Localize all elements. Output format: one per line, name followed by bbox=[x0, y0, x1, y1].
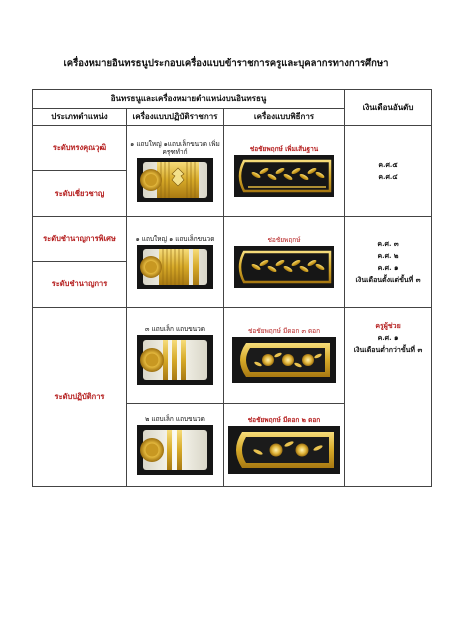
salary-2-b: ค.ศ. ๒ bbox=[377, 250, 399, 260]
shoulder-board-regular-two-stripes-image bbox=[137, 425, 213, 475]
header-rank: ประเภทตำแหน่ง bbox=[33, 108, 127, 126]
regular-label-4: ๒ แถบเล็ก แถบขนวด bbox=[145, 415, 205, 424]
shoulder-board-ceremonial-two-flowers-image bbox=[228, 426, 340, 474]
ceremonial-label-1: ช่อชัยพฤกษ์ เพิ่มเส้นฐาน bbox=[249, 144, 319, 153]
insignia-table bbox=[32, 89, 432, 487]
salary-2-a: ค.ศ. ๓ bbox=[377, 238, 399, 248]
salary-cell-1 bbox=[345, 126, 432, 217]
ceremonial-insignia-cell-2 bbox=[224, 216, 345, 307]
ceremonial-insignia-cell-1 bbox=[224, 126, 345, 217]
salary-2-d: เงินเดือนตั้งแต่ขั้นที่ ๓ bbox=[355, 274, 421, 284]
regular-label-1: ๑ แถบใหญ่ ๑แถบเล็กขนวด เพิ่มครุฑทำก์ bbox=[130, 139, 220, 156]
shoulder-board-ceremonial-image bbox=[234, 246, 334, 288]
salary-3-c: เงินเดือนต่ำกว่าขั้นที่ ๓ bbox=[353, 344, 423, 354]
header-regular: เครื่องแบบปฏิบัติราชการ bbox=[127, 108, 224, 126]
salary-1-a: ค.ศ.๕ bbox=[378, 159, 398, 169]
regular-insignia-cell-4 bbox=[127, 404, 224, 487]
shoulder-board-regular-image bbox=[137, 245, 213, 289]
salary-cell-2 bbox=[345, 216, 432, 307]
rank-senior-professional: ระดับชำนาญการพิเศษ bbox=[33, 216, 127, 261]
shoulder-board-ceremonial-base-line-image bbox=[234, 155, 334, 197]
document-title: เครื่องหมายอินทรธนูประกอบเครื่องแบบข้าราชการครูและบุคลากรทางการศึกษา bbox=[63, 58, 389, 69]
regular-insignia-cell-3 bbox=[127, 307, 224, 404]
shoulder-board-ceremonial-three-flowers-image bbox=[232, 337, 336, 383]
header-group: อินทรธนูและเครื่องหมายตำแหน่งบนอินทรธนู bbox=[33, 90, 345, 109]
ceremonial-label-2: ช่อชัยพฤกษ์ bbox=[267, 235, 301, 244]
salary-3-a: ครูผู้ช่วย bbox=[375, 320, 401, 330]
rank-expert: ระดับเชี่ยวชาญ bbox=[33, 171, 127, 216]
header-ceremonial: เครื่องแบบพิธีการ bbox=[224, 108, 345, 126]
regular-insignia-cell-1 bbox=[127, 126, 224, 217]
salary-1-b: ค.ศ.๔ bbox=[378, 171, 398, 181]
regular-label-2: ๑ แถบใหญ่ ๑ แถบเล็กขนวด bbox=[135, 234, 215, 243]
salary-3-b: ค.ศ. ๑ bbox=[377, 332, 399, 342]
salary-cell-3 bbox=[345, 307, 432, 487]
ceremonial-insignia-cell-3 bbox=[224, 307, 345, 404]
rank-professional: ระดับชำนาญการ bbox=[33, 262, 127, 307]
regular-insignia-cell-2 bbox=[127, 216, 224, 307]
rank-expert-senior: ระดับทรงคุณวุฒิ bbox=[33, 126, 127, 171]
ceremonial-insignia-cell-4 bbox=[224, 404, 345, 487]
shoulder-board-regular-garuda-image bbox=[137, 158, 213, 202]
header-salary: เงินเดือนอันดับ bbox=[345, 90, 432, 126]
regular-label-3: ๓ แถบเล็ก แถบขนวด bbox=[145, 325, 205, 334]
salary-2-c: ค.ศ. ๑ bbox=[377, 262, 399, 272]
ceremonial-label-4: ช่อชัยพฤกษ์ มีดอก ๒ ดอก bbox=[247, 416, 321, 425]
rank-practitioner: ระดับปฏิบัติการ bbox=[33, 307, 127, 487]
shoulder-board-regular-three-stripes-image bbox=[137, 335, 213, 385]
ceremonial-label-3: ช่อชัยพฤกษ์ มีดอก ๓ ดอก bbox=[247, 327, 321, 336]
